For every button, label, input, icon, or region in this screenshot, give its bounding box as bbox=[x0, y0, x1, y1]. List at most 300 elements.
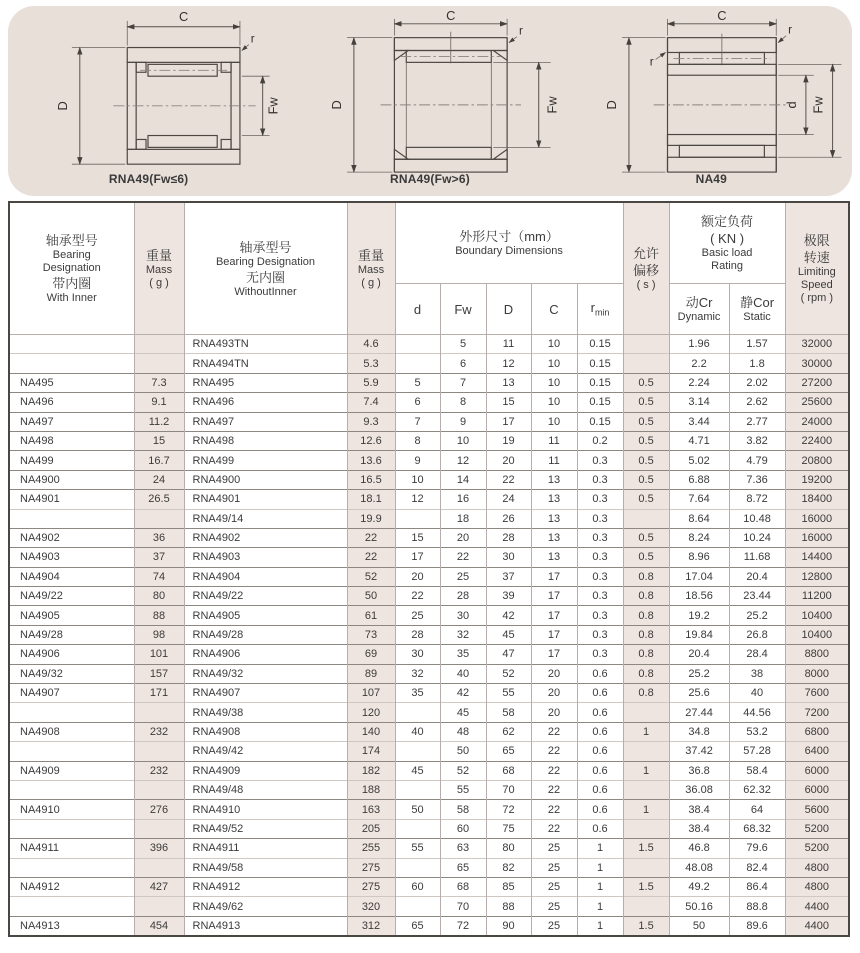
table-row bbox=[9, 606, 849, 625]
table-row bbox=[9, 509, 849, 528]
cell-rpm: 22400 bbox=[785, 431, 849, 450]
cell-mass-rna: 275 bbox=[347, 877, 395, 896]
cell-C: 11 bbox=[531, 431, 577, 450]
cell-C: 20 bbox=[531, 664, 577, 683]
table-row bbox=[9, 373, 849, 392]
cell-fw: 22 bbox=[440, 548, 486, 567]
cell-na: NA4906 bbox=[9, 645, 134, 664]
cell-cor: 4.79 bbox=[729, 451, 785, 470]
cell-C: 22 bbox=[531, 819, 577, 838]
cell-rna: RNA498 bbox=[184, 431, 347, 450]
cell-rpm: 5600 bbox=[785, 800, 849, 819]
cell-na: NA4900 bbox=[9, 470, 134, 489]
cell-d: 7 bbox=[395, 412, 440, 431]
cell-s bbox=[623, 335, 669, 354]
cell-d: 6 bbox=[395, 393, 440, 412]
cell-s bbox=[623, 780, 669, 799]
cell-cor: 10.48 bbox=[729, 509, 785, 528]
cell-rna: RNA49/62 bbox=[184, 897, 347, 916]
cell-d bbox=[395, 742, 440, 761]
cell-D: 72 bbox=[486, 800, 531, 819]
cell-rna: RNA4913 bbox=[184, 916, 347, 936]
cell-mass-rna: 22 bbox=[347, 528, 395, 547]
cell-na: NA49/22 bbox=[9, 587, 134, 606]
cell-mass-na bbox=[134, 897, 184, 916]
cell-C: 11 bbox=[531, 451, 577, 470]
cell-cr: 18.56 bbox=[669, 587, 729, 606]
cell-mass-rna: 69 bbox=[347, 645, 395, 664]
table-row bbox=[9, 684, 849, 703]
cell-cor: 2.77 bbox=[729, 412, 785, 431]
cell-mass-rna: 312 bbox=[347, 916, 395, 936]
cell-cor: 58.4 bbox=[729, 761, 785, 780]
cell-fw: 18 bbox=[440, 509, 486, 528]
figure-na49 bbox=[571, 6, 852, 196]
cell-d: 8 bbox=[395, 431, 440, 450]
header-basic-load-rating: 额定负荷 ( KN ) Basic load Rating bbox=[669, 202, 785, 284]
table-row bbox=[9, 839, 849, 858]
cell-cr: 6.88 bbox=[669, 470, 729, 489]
cell-D: 22 bbox=[486, 470, 531, 489]
header-dim-D: D bbox=[486, 284, 531, 335]
table-body bbox=[9, 335, 849, 937]
cell-na bbox=[9, 780, 134, 799]
cell-cor: 64 bbox=[729, 800, 785, 819]
header-without-inner: 轴承型号 Bearing Designation 无内圈 WithoutInner bbox=[184, 202, 347, 335]
cell-D: 88 bbox=[486, 897, 531, 916]
cell-D: 68 bbox=[486, 761, 531, 780]
cell-mass-na: 232 bbox=[134, 761, 184, 780]
dim-label-r2: r bbox=[650, 54, 654, 69]
cell-C: 13 bbox=[531, 470, 577, 489]
cell-rmin: 0.15 bbox=[577, 373, 623, 392]
cell-cr: 8.24 bbox=[669, 528, 729, 547]
cell-cr: 3.14 bbox=[669, 393, 729, 412]
cell-mass-na bbox=[134, 742, 184, 761]
cell-s: 0.5 bbox=[623, 431, 669, 450]
cell-D: 65 bbox=[486, 742, 531, 761]
cell-rmin: 0.6 bbox=[577, 703, 623, 722]
cell-C: 22 bbox=[531, 722, 577, 741]
cell-cor: 20.4 bbox=[729, 567, 785, 586]
cell-na bbox=[9, 858, 134, 877]
cell-na bbox=[9, 703, 134, 722]
cell-fw: 10 bbox=[440, 431, 486, 450]
cell-mass-rna: 50 bbox=[347, 587, 395, 606]
table-row bbox=[9, 761, 849, 780]
cell-na bbox=[9, 819, 134, 838]
cell-C: 17 bbox=[531, 567, 577, 586]
table-row bbox=[9, 412, 849, 431]
figure-rna49-fw-gt-6 bbox=[289, 6, 570, 196]
cell-s: 0.5 bbox=[623, 548, 669, 567]
cell-cr: 2.2 bbox=[669, 354, 729, 373]
cell-rpm: 4800 bbox=[785, 877, 849, 896]
cell-mass-na: 37 bbox=[134, 548, 184, 567]
table-row bbox=[9, 587, 849, 606]
cell-fw: 52 bbox=[440, 761, 486, 780]
cell-mass-rna: 61 bbox=[347, 606, 395, 625]
cell-cor: 25.2 bbox=[729, 606, 785, 625]
table-row bbox=[9, 431, 849, 450]
cell-rmin: 0.15 bbox=[577, 354, 623, 373]
cell-cr: 8.64 bbox=[669, 509, 729, 528]
cell-rmin: 0.2 bbox=[577, 431, 623, 450]
cell-fw: 12 bbox=[440, 451, 486, 470]
cell-mass-na: 80 bbox=[134, 587, 184, 606]
cell-mass-rna: 5.9 bbox=[347, 373, 395, 392]
cell-cr: 4.71 bbox=[669, 431, 729, 450]
cell-C: 22 bbox=[531, 800, 577, 819]
header-dim-C: C bbox=[531, 284, 577, 335]
cell-mass-na bbox=[134, 819, 184, 838]
cell-cor: 28.4 bbox=[729, 645, 785, 664]
cell-d: 9 bbox=[395, 451, 440, 470]
cell-cr: 49.2 bbox=[669, 877, 729, 896]
cell-rpm: 19200 bbox=[785, 470, 849, 489]
cell-C: 17 bbox=[531, 587, 577, 606]
cell-cr: 36.8 bbox=[669, 761, 729, 780]
cell-rna: RNA496 bbox=[184, 393, 347, 412]
cell-rpm: 18400 bbox=[785, 490, 849, 509]
cell-na bbox=[9, 354, 134, 373]
bearing-diagrams-panel bbox=[8, 6, 852, 196]
cell-mass-rna: 140 bbox=[347, 722, 395, 741]
cell-C: 10 bbox=[531, 335, 577, 354]
cell-mass-na: 36 bbox=[134, 528, 184, 547]
cell-mass-rna: 73 bbox=[347, 625, 395, 644]
cell-mass-rna: 19.9 bbox=[347, 509, 395, 528]
cell-s: 0.5 bbox=[623, 490, 669, 509]
cell-d bbox=[395, 858, 440, 877]
cell-fw: 8 bbox=[440, 393, 486, 412]
cell-D: 82 bbox=[486, 858, 531, 877]
cell-rna: RNA4908 bbox=[184, 722, 347, 741]
cell-cor: 53.2 bbox=[729, 722, 785, 741]
cell-d bbox=[395, 780, 440, 799]
cell-C: 10 bbox=[531, 412, 577, 431]
dim-label-r: r bbox=[518, 23, 523, 38]
cell-D: 19 bbox=[486, 431, 531, 450]
cell-mass-rna: 188 bbox=[347, 780, 395, 799]
cell-cor: 88.8 bbox=[729, 897, 785, 916]
cell-mass-rna: 205 bbox=[347, 819, 395, 838]
cell-C: 20 bbox=[531, 703, 577, 722]
cell-d: 12 bbox=[395, 490, 440, 509]
cell-mass-rna: 275 bbox=[347, 858, 395, 877]
cell-cr: 38.4 bbox=[669, 819, 729, 838]
cell-s: 1 bbox=[623, 800, 669, 819]
cell-mass-na: 15 bbox=[134, 431, 184, 450]
table-row bbox=[9, 703, 849, 722]
cell-rna: RNA49/28 bbox=[184, 625, 347, 644]
cell-rmin: 0.15 bbox=[577, 393, 623, 412]
cell-D: 39 bbox=[486, 587, 531, 606]
cell-rna: RNA4901 bbox=[184, 490, 347, 509]
dim-label-c: C bbox=[446, 8, 456, 23]
cell-na: NA4903 bbox=[9, 548, 134, 567]
cell-na: NA4907 bbox=[9, 684, 134, 703]
cell-d: 25 bbox=[395, 606, 440, 625]
cell-C: 10 bbox=[531, 393, 577, 412]
cell-fw: 9 bbox=[440, 412, 486, 431]
cell-C: 20 bbox=[531, 684, 577, 703]
table-row bbox=[9, 742, 849, 761]
cell-rmin: 0.6 bbox=[577, 742, 623, 761]
cell-rna: RNA49/58 bbox=[184, 858, 347, 877]
cell-na: NA49/28 bbox=[9, 625, 134, 644]
cell-cor: 11.68 bbox=[729, 548, 785, 567]
cell-fw: 72 bbox=[440, 916, 486, 936]
table-row bbox=[9, 354, 849, 373]
cell-na bbox=[9, 335, 134, 354]
cell-D: 20 bbox=[486, 451, 531, 470]
cell-mass-rna: 52 bbox=[347, 567, 395, 586]
table-row bbox=[9, 819, 849, 838]
cell-cor: 40 bbox=[729, 684, 785, 703]
header-dim-d: d bbox=[395, 284, 440, 335]
cell-fw: 68 bbox=[440, 877, 486, 896]
page bbox=[0, 6, 860, 937]
bearing-cross-section-diagram bbox=[572, 8, 850, 180]
cell-cr: 17.04 bbox=[669, 567, 729, 586]
cell-rmin: 0.3 bbox=[577, 509, 623, 528]
cell-d: 30 bbox=[395, 645, 440, 664]
cell-mass-rna: 18.1 bbox=[347, 490, 395, 509]
cell-cor: 10.24 bbox=[729, 528, 785, 547]
cell-rmin: 0.3 bbox=[577, 587, 623, 606]
table-row bbox=[9, 897, 849, 916]
cell-rmin: 0.3 bbox=[577, 548, 623, 567]
cell-cr: 19.84 bbox=[669, 625, 729, 644]
cell-d: 40 bbox=[395, 722, 440, 741]
cell-d: 35 bbox=[395, 684, 440, 703]
cell-mass-rna: 12.6 bbox=[347, 431, 395, 450]
cell-s bbox=[623, 703, 669, 722]
cell-mass-na: 16.7 bbox=[134, 451, 184, 470]
cell-s: 1 bbox=[623, 722, 669, 741]
cell-C: 22 bbox=[531, 761, 577, 780]
cell-na: NA4905 bbox=[9, 606, 134, 625]
dim-label-fw: Fw bbox=[811, 96, 827, 114]
cell-rna: RNA4909 bbox=[184, 761, 347, 780]
cell-fw: 42 bbox=[440, 684, 486, 703]
cell-D: 30 bbox=[486, 548, 531, 567]
cell-mass-na: 98 bbox=[134, 625, 184, 644]
cell-rna: RNA49/32 bbox=[184, 664, 347, 683]
cell-C: 17 bbox=[531, 606, 577, 625]
cell-fw: 60 bbox=[440, 819, 486, 838]
cell-rpm: 8800 bbox=[785, 645, 849, 664]
cell-cor: 38 bbox=[729, 664, 785, 683]
cell-d bbox=[395, 354, 440, 373]
cell-rna: RNA4905 bbox=[184, 606, 347, 625]
cell-s: 0.8 bbox=[623, 664, 669, 683]
cell-cr: 5.02 bbox=[669, 451, 729, 470]
cell-rmin: 0.6 bbox=[577, 722, 623, 741]
cell-mass-na: 7.3 bbox=[134, 373, 184, 392]
cell-mass-na: 88 bbox=[134, 606, 184, 625]
cell-fw: 14 bbox=[440, 470, 486, 489]
table-row bbox=[9, 800, 849, 819]
cell-C: 13 bbox=[531, 548, 577, 567]
cell-D: 13 bbox=[486, 373, 531, 392]
cell-mass-rna: 174 bbox=[347, 742, 395, 761]
cell-s: 0.8 bbox=[623, 587, 669, 606]
cell-rmin: 0.3 bbox=[577, 567, 623, 586]
cell-C: 25 bbox=[531, 916, 577, 936]
figure-rna49-fw-le-6 bbox=[8, 6, 289, 196]
cell-D: 42 bbox=[486, 606, 531, 625]
cell-s bbox=[623, 819, 669, 838]
cell-D: 11 bbox=[486, 335, 531, 354]
table-row bbox=[9, 490, 849, 509]
cell-rna: RNA49/38 bbox=[184, 703, 347, 722]
cell-fw: 6 bbox=[440, 354, 486, 373]
cell-na: NA4911 bbox=[9, 839, 134, 858]
cell-rmin: 1 bbox=[577, 858, 623, 877]
cell-mass-na bbox=[134, 354, 184, 373]
cell-cor: 62.32 bbox=[729, 780, 785, 799]
cell-d: 10 bbox=[395, 470, 440, 489]
cell-cor: 68.32 bbox=[729, 819, 785, 838]
cell-C: 17 bbox=[531, 625, 577, 644]
cell-rna: RNA4911 bbox=[184, 839, 347, 858]
cell-d: 20 bbox=[395, 567, 440, 586]
cell-rmin: 0.6 bbox=[577, 780, 623, 799]
cell-cr: 20.4 bbox=[669, 645, 729, 664]
cell-cr: 27.44 bbox=[669, 703, 729, 722]
header-mass-without-inner: 重量 Mass ( g ) bbox=[347, 202, 395, 335]
cell-na: NA4902 bbox=[9, 528, 134, 547]
cell-na: NA498 bbox=[9, 431, 134, 450]
header-dim-fw: Fw bbox=[440, 284, 486, 335]
header-with-inner: 轴承型号 Bearing Designation 带内圈 With Inner bbox=[9, 202, 134, 335]
cell-na bbox=[9, 742, 134, 761]
cell-s: 0.5 bbox=[623, 470, 669, 489]
header-dynamic-load: 动Cr Dynamic bbox=[669, 284, 729, 335]
cell-fw: 70 bbox=[440, 897, 486, 916]
cell-mass-rna: 9.3 bbox=[347, 412, 395, 431]
cell-cr: 50 bbox=[669, 916, 729, 936]
cell-d: 32 bbox=[395, 664, 440, 683]
header-mass-with-inner: 重量 Mass ( g ) bbox=[134, 202, 184, 335]
cell-mass-na: 74 bbox=[134, 567, 184, 586]
cell-rpm: 10400 bbox=[785, 606, 849, 625]
cell-rna: RNA494TN bbox=[184, 354, 347, 373]
dim-label-c: C bbox=[178, 8, 188, 24]
header-limiting-speed: 极限 转速 Limiting Speed ( rpm ) bbox=[785, 202, 849, 335]
cell-fw: 50 bbox=[440, 742, 486, 761]
cell-rmin: 0.3 bbox=[577, 528, 623, 547]
cell-mass-na: 276 bbox=[134, 800, 184, 819]
cell-na: NA4904 bbox=[9, 567, 134, 586]
cell-mass-rna: 107 bbox=[347, 684, 395, 703]
cell-rmin: 0.3 bbox=[577, 645, 623, 664]
cell-rna: RNA4910 bbox=[184, 800, 347, 819]
cell-cor: 44.56 bbox=[729, 703, 785, 722]
dim-label-r: r bbox=[250, 31, 255, 46]
cell-rna: RNA493TN bbox=[184, 335, 347, 354]
cell-na: NA499 bbox=[9, 451, 134, 470]
cell-D: 26 bbox=[486, 509, 531, 528]
cell-rna: RNA4902 bbox=[184, 528, 347, 547]
table-row bbox=[9, 528, 849, 547]
cell-fw: 48 bbox=[440, 722, 486, 741]
cell-mass-na: 11.2 bbox=[134, 412, 184, 431]
table-row bbox=[9, 645, 849, 664]
cell-D: 58 bbox=[486, 703, 531, 722]
cell-d: 28 bbox=[395, 625, 440, 644]
cell-D: 12 bbox=[486, 354, 531, 373]
cell-s bbox=[623, 858, 669, 877]
cell-rna: RNA4907 bbox=[184, 684, 347, 703]
cell-mass-na: 454 bbox=[134, 916, 184, 936]
cell-d: 50 bbox=[395, 800, 440, 819]
cell-cor: 79.6 bbox=[729, 839, 785, 858]
cell-D: 52 bbox=[486, 664, 531, 683]
cell-cr: 1.96 bbox=[669, 335, 729, 354]
dim-label-d-outer: D bbox=[54, 101, 70, 111]
cell-mass-rna: 4.6 bbox=[347, 335, 395, 354]
cell-D: 24 bbox=[486, 490, 531, 509]
cell-rmin: 0.15 bbox=[577, 335, 623, 354]
cell-rmin: 0.15 bbox=[577, 412, 623, 431]
dim-label-d-bore: d bbox=[784, 101, 800, 109]
table-row bbox=[9, 393, 849, 412]
cell-C: 25 bbox=[531, 858, 577, 877]
cell-fw: 65 bbox=[440, 858, 486, 877]
cell-rpm: 32000 bbox=[785, 335, 849, 354]
cell-D: 90 bbox=[486, 916, 531, 936]
cell-C: 13 bbox=[531, 490, 577, 509]
cell-fw: 16 bbox=[440, 490, 486, 509]
cell-d: 5 bbox=[395, 373, 440, 392]
cell-s bbox=[623, 897, 669, 916]
cell-C: 13 bbox=[531, 528, 577, 547]
cell-rmin: 1 bbox=[577, 877, 623, 896]
cell-s: 0.5 bbox=[623, 528, 669, 547]
cell-na: NA4912 bbox=[9, 877, 134, 896]
table-row bbox=[9, 877, 849, 896]
cell-rpm: 24000 bbox=[785, 412, 849, 431]
cell-s: 0.8 bbox=[623, 684, 669, 703]
cell-na: NA4908 bbox=[9, 722, 134, 741]
bearing-cross-section-diagram bbox=[10, 8, 288, 180]
cell-D: 85 bbox=[486, 877, 531, 896]
cell-mass-rna: 255 bbox=[347, 839, 395, 858]
cell-cor: 86.4 bbox=[729, 877, 785, 896]
dim-label-d-outer: D bbox=[329, 100, 345, 110]
cell-C: 10 bbox=[531, 373, 577, 392]
cell-rmin: 0.3 bbox=[577, 451, 623, 470]
cell-rna: RNA4900 bbox=[184, 470, 347, 489]
cell-mass-na: 9.1 bbox=[134, 393, 184, 412]
cell-rmin: 0.3 bbox=[577, 470, 623, 489]
dim-label-fw: Fw bbox=[544, 96, 560, 114]
cell-rpm: 8000 bbox=[785, 664, 849, 683]
cell-D: 75 bbox=[486, 819, 531, 838]
table-row bbox=[9, 335, 849, 354]
cell-mass-na bbox=[134, 509, 184, 528]
cell-rpm: 16000 bbox=[785, 528, 849, 547]
cell-rpm: 30000 bbox=[785, 354, 849, 373]
cell-fw: 40 bbox=[440, 664, 486, 683]
cell-s: 1.5 bbox=[623, 839, 669, 858]
cell-rpm: 6000 bbox=[785, 780, 849, 799]
cell-mass-na: 396 bbox=[134, 839, 184, 858]
cell-mass-rna: 89 bbox=[347, 664, 395, 683]
